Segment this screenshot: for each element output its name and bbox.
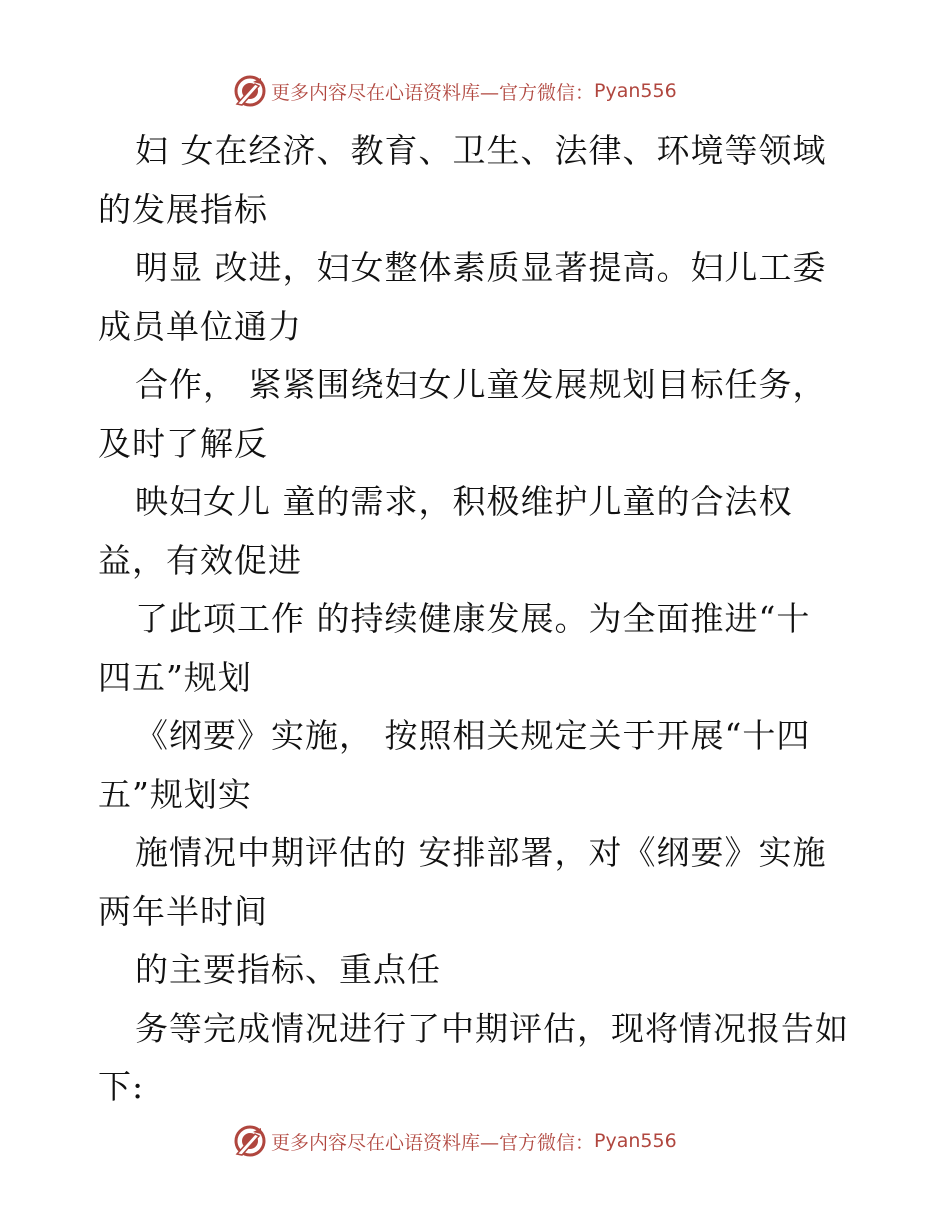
document-body bbox=[98, 122, 858, 1117]
text-line: 四五”规划 bbox=[98, 657, 252, 697]
text-line: 的发展指标 bbox=[98, 189, 268, 229]
text-line: 映妇女儿 童的需求，积极维护儿童的合法权 bbox=[135, 482, 793, 521]
text-line: 了此项工作 的持续健康发展。为全面推进“十 bbox=[135, 599, 811, 638]
text-line: 明显 改进，妇女整体素质显著提高。妇儿工委 bbox=[135, 248, 827, 287]
text-line: 务等完成情况进行了中期评估，现将情况报告如 bbox=[135, 1008, 849, 1048]
text-line: 合作， 紧紧围绕妇女儿童发展规划目标任务， bbox=[135, 365, 827, 404]
text-line: 妇 女在经济、教育、卫生、法律、环境等领域 bbox=[135, 131, 827, 170]
footer-watermark bbox=[233, 1124, 677, 1158]
text-line: 下: bbox=[98, 1067, 145, 1106]
text-line: 五”规划实 bbox=[98, 774, 252, 814]
text-line: 的主要指标、重点任 bbox=[135, 950, 441, 989]
watermark-text: 更多内容尽在心语资料库—官方微信： bbox=[271, 81, 595, 104]
pen-logo-icon bbox=[233, 74, 267, 108]
watermark-id: Pyan556 bbox=[594, 1130, 677, 1152]
text-line: 及时了解反 bbox=[98, 423, 268, 463]
text-line: 两年半时间 bbox=[98, 891, 268, 931]
pen-logo-icon bbox=[233, 1124, 267, 1158]
text-line: 成员单位通力 bbox=[98, 306, 302, 346]
text-line: 施情况中期评估的 安排部署，对《纲要》实施 bbox=[135, 833, 827, 872]
text-line: 《纲要》实施， 按照相关规定关于开展“十四 bbox=[135, 716, 811, 755]
watermark-text: 更多内容尽在心语资料库—官方微信： bbox=[271, 1131, 595, 1154]
header-watermark bbox=[233, 74, 677, 108]
watermark-id: Pyan556 bbox=[594, 80, 677, 102]
text-line: 益，有效促进 bbox=[98, 540, 302, 580]
